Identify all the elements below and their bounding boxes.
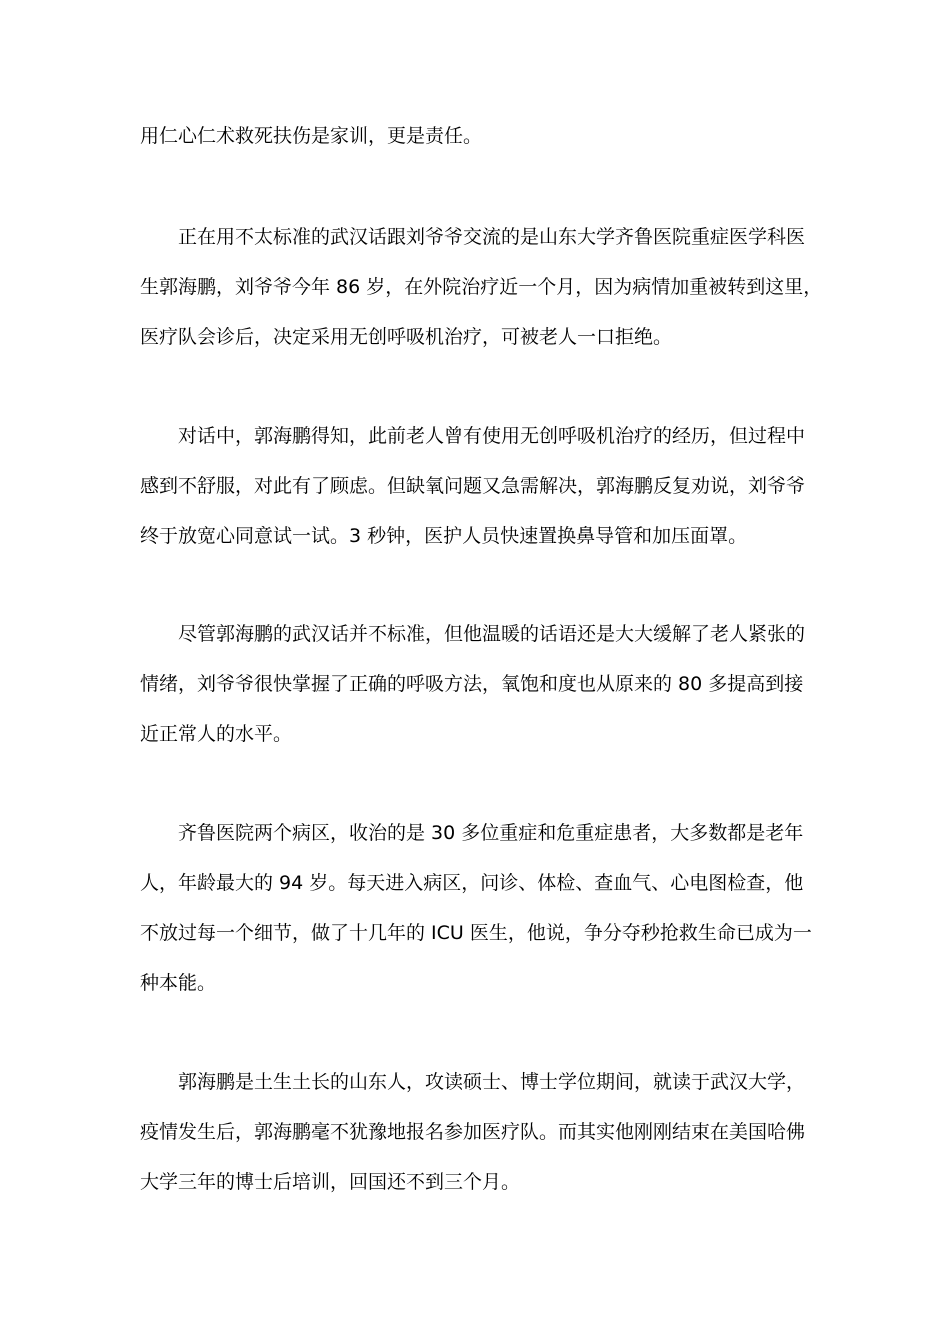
paragraph-line: 对话中，郭海鹏得知，此前老人曾有使用无创呼吸机治疗的经历，但过程中 xyxy=(178,425,806,447)
paragraph-line: 正在用不太标准的武汉话跟刘爷爷交流的是山东大学齐鲁医院重症医学科医 xyxy=(178,226,806,248)
paragraph-line: 近正常人的水平。 xyxy=(140,723,293,745)
paragraph-line: 种本能。 xyxy=(140,972,217,994)
paragraph-line: 人，年龄最大的 94 岁。每天进入病区，问诊、体检、查血气、心电图检查，他 xyxy=(140,872,804,894)
paragraph-line: 感到不舒服，对此有了顾虑。但缺氧问题又急需解决，郭海鹏反复劝说，刘爷爷 xyxy=(140,475,806,497)
paragraph-line: 大学三年的博士后培训，回国还不到三个月。 xyxy=(140,1171,521,1193)
paragraph-line: 生郭海鹏，刘爷爷今年 86 岁，在外院治疗近一个月，因为病情加重被转到这里， xyxy=(140,276,823,298)
paragraph-6 xyxy=(140,1057,820,1207)
paragraph-line: 疫情发生后，郭海鹏毫不犹豫地报名参加医疗队。而其实他刚刚结束在美国哈佛 xyxy=(140,1121,806,1143)
paragraph-line: 终于放宽心同意试一试。3 秒钟，医护人员快速置换鼻导管和加压面罩。 xyxy=(140,525,748,547)
paragraph-line: 用仁心仁术救死扶伤是家训，更是责任。 xyxy=(140,125,483,147)
paragraph-5 xyxy=(140,808,820,1008)
paragraph-line: 情绪，刘爷爷很快掌握了正确的呼吸方法，氧饱和度也从原来的 80 多提高到接 xyxy=(140,673,804,695)
paragraph-4 xyxy=(140,609,820,759)
paragraph-line: 不放过每一个细节，做了十几年的 ICU 医生，他说，争分夺秒抢救生命已成为一 xyxy=(140,922,812,944)
paragraph-line: 齐鲁医院两个病区，收治的是 30 多位重症和危重症患者，大多数都是老年 xyxy=(178,822,804,844)
paragraph-3 xyxy=(140,411,820,561)
paragraph-line: 郭海鹏是土生土长的山东人，攻读硕士、博士学位期间，就读于武汉大学， xyxy=(178,1071,806,1093)
paragraph-line: 尽管郭海鹏的武汉话并不标准，但他温暖的话语还是大大缓解了老人紧张的 xyxy=(178,623,806,645)
paragraph-line: 医疗队会诊后，决定采用无创呼吸机治疗，可被老人一口拒绝。 xyxy=(140,326,673,348)
paragraph-2 xyxy=(140,212,823,362)
paragraph-1 xyxy=(140,111,820,161)
